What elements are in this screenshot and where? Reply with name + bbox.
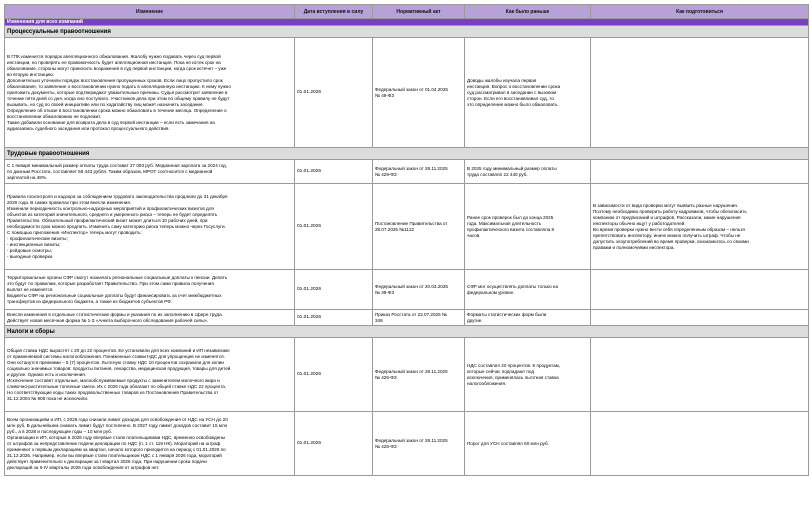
cell-change[interactable]: Территориальные органы СФР смогут назначать региональные социальные доплаты к пенсии. Делать это будут по правилам, которые разработает Правительство. При этом сами правила получения выплат не изменятся. Бюджеты СФР на региональные социальные доплаты будут финансировать за счет межбюджетных трансфертов из федерального бюджета, а также из бюджетов субъектов РФ.	[5, 270, 295, 310]
table-row	[5, 160, 809, 184]
table-row	[5, 270, 809, 310]
section-row	[5, 26, 809, 38]
cell-prepare[interactable]	[591, 412, 809, 476]
banner-row	[5, 19, 809, 26]
cell-date[interactable]: 01.01.2026	[295, 270, 373, 310]
header-before[interactable]: Как было раньше	[465, 5, 591, 19]
cell-prepare[interactable]	[591, 338, 809, 412]
table-row	[5, 412, 809, 476]
cell-change[interactable]: Внесли изменения в отдельные статистические формы и указания по их заполнению в сфере труда. Действует новая месячная форма № 1-З «Анкета выборочного обследования рабочей силы».	[5, 310, 295, 326]
header-row	[5, 5, 809, 19]
cell-act[interactable]: Приказ Росстата от 22.07.2025 № 348	[373, 310, 465, 326]
cell-change[interactable]: Общая ставка НДС вырастет с 20 до 22 процентов. Ее установили для всех компаний и ИП независимо от применяемой системы налогообложения. Пониженные ставки НДС для упрощенцев не изменятся. Они останутся прежними – 5 (7) процентов. Льготную ставку НДС 10 процентов сохранили для копии социально значимых товаров: продукты питания, лекарства, медицинская продукция, товары для детей и другие. Однако есть и исключения. Исключение составят отдельные, малообслуживаемые продукты с заменителем молочного жира и сливочно-растительные топленые смеси. Их с 2026 года облагают по общей ставке НДС 22 процента. Но соответствующие коды таких продовольственных товаров из Постановления Правительства от 31.12.2004 № 908 пока не исключили.	[5, 338, 295, 412]
header-act[interactable]: Нормативный акт	[373, 5, 465, 19]
cell-act[interactable]: Федеральный закон от 28.11.2025 № 425-ФЗ	[373, 338, 465, 412]
cell-date[interactable]: 01.01.2026	[295, 412, 373, 476]
section-title[interactable]: Процессуальные правоотношения	[5, 26, 809, 38]
section-title[interactable]: Трудовые правоотношения	[5, 148, 809, 160]
cell-date[interactable]: 01.01.2026	[295, 160, 373, 184]
table-row	[5, 38, 809, 148]
cell-act[interactable]: Постановление Правительства от 28.07.2025 №1122	[373, 184, 465, 270]
cell-change[interactable]: С 1 января минимальный размер оплаты труда составит 27 093 руб. Медианная зарплата за 2024 год, по данным Росстата, составляет 56 443 рубля. Таким образом, МРОТ соотносится с медианной зарплатой на 48%.	[5, 160, 295, 184]
cell-before[interactable]: Порог для УСН составлял 60 млн руб.	[465, 412, 591, 476]
header-date[interactable]: Дата вступления в силу	[295, 5, 373, 19]
section-row	[5, 148, 809, 160]
section-title[interactable]: Налоги и сборы	[5, 326, 809, 338]
header-prepare[interactable]: Как подготовиться	[591, 5, 809, 19]
cell-prepare[interactable]	[591, 310, 809, 326]
table-row	[5, 338, 809, 412]
table-row	[5, 184, 809, 270]
cell-prepare[interactable]	[591, 160, 809, 184]
cell-date[interactable]: 01.01.2026	[295, 38, 373, 148]
cell-change[interactable]: Правила госконтроля и надзора за соблюдением трудового законодательства продлили до 31 декабря 2026 года. В самих правилах при этом внесли изменения. Изменили периодичность контрольно-надзорных мероприятий и профилактических визитов для объектов из категорий значительного, среднего и умеренного риска – теперь ее будет определять Правительство. Обязательный профилактический визит может длиться 10 рабочих дней, при необходимости срок можно продлить. Изменить саму категорию риска теперь можно через Госуслуги. С помощью приложения «Инспектор» теперь могут проводить: - профилактические визиты; - инспекционные визиты; - рейдовые осмотры; - выездные проверки.	[5, 184, 295, 270]
cell-prepare[interactable]	[591, 270, 809, 310]
cell-before[interactable]: СФР мог осуществлять доплаты только на федеральном уровне.	[465, 270, 591, 310]
cell-act[interactable]: Федеральный закон от 28.11.2025 № 425-ФЗ	[373, 412, 465, 476]
cell-act[interactable]: Федеральный закон от 20.03.2025 № 39-ФЗ	[373, 270, 465, 310]
cell-act[interactable]: Федеральный закон от 01.04.2025 № 49-ФЗ	[373, 38, 465, 148]
cell-date[interactable]: 01.01.2026	[295, 184, 373, 270]
banner-cell[interactable]: Изменения для всех компаний	[5, 19, 809, 26]
table-row	[5, 310, 809, 326]
cell-date[interactable]: 01.01.2026	[295, 310, 373, 326]
cell-change[interactable]: Всем организациям и ИП, с 2026 года снизили лимит доходов для освобождения от НДС на УСН до 20 млн руб. В дальнейшем снижать лимит будут постепенно. В 2027 году лимит доходов составит 15 млн руб., а в 2028 и последующие годы – 10 млн руб. Организации и ИП, которые в 2026 году впервые стали плательщиками НДС, временно освобождены от штрафов за непредставление подачи декларации по НДС (п. 1 ст. 119 НК). Мораторий на штраф применяют к первым декларациям за квартал, начало которого приходится на период с 01.01.2026 по 31.12.2026. Например, если вы впервые стали плательщиком НДС с 1 января 2026 года, мораторий действует применительно к декларации за I квартал 2026 года. При нарушении срока подачи деклараций за II-IV кварталы 2025 года освобождения от штрафов нет.	[5, 412, 295, 476]
cell-date[interactable]: 01.01.2026	[295, 338, 373, 412]
spreadsheet	[4, 4, 808, 476]
cell-change[interactable]: В ГПК изменится порядок апелляционного обжалования. Жалобу нужно подавать через суд первой инстанции, но проверять ее правомочность будет апелляционная инстанция. Пока не истек срок на обжалование, стороны могут приносить возражения в суд первой инстанции, когда срок истечет – уже во вторую инстанцию. Дополнительно уточнили порядок восстановления пропущенных сроков. Если лицо пропустило срок обжалования, то заявление о восстановлении нужно подать в апелляционную инстанцию. К нему нужно приложить документы, которые подтверждают уважительные причины. Судья рассмотрит заявление в точение пяти дней со дня, когда оно поступило. Участников дела при этом по общему правилу не будут вызывать, но суд по своей инициативе или по ходатайству лиц может назначить заседание. Определение об отказе в восстановлении срока можно обжаловать в течение месяца. Определение о восстановлении обжалованию не подлежит. Также добавили основание для возврата дела в суд первой инстанции – если есть замечания на аудиозапись судебного заседания или протокол процессуального действия.	[5, 38, 295, 148]
cell-before[interactable]: Доводы жалобы изучала первая инстанция. Вопрос о восстановлении срока суд рассматривал в заседании с вызовом сторон. Если его восстанавливал суд, то это определение можно было обжаловать.	[465, 38, 591, 148]
cell-before[interactable]: Ранее срок проверок был до конца 2025 года. Максимальная длительность профилактического визита составляла 8 часов.	[465, 184, 591, 270]
cell-before[interactable]: В 2025 году минимальный размер оплаты труда составлял 22 440 руб.	[465, 160, 591, 184]
changes-table	[4, 4, 809, 476]
cell-prepare[interactable]	[591, 38, 809, 148]
cell-act[interactable]: Федеральный закон от 28.11.2025 № 429-ФЗ	[373, 160, 465, 184]
section-row	[5, 326, 809, 338]
cell-before[interactable]: Форматы статистических форм были другие.	[465, 310, 591, 326]
header-change[interactable]: Изменение	[5, 5, 295, 19]
cell-before[interactable]: НДС составлял 20 процентов. К продуктам, которые сейчас подпадают под исключения, применялась льготная ставка налогообложения.	[465, 338, 591, 412]
cell-prepare[interactable]: В зависимости от вида проверки могут выявить разные нарушения. Поэтому необходимо проверить работу кадровиков, чтобы обезопасить компанию от предписаний и штрафов. Рассказали, какие нарушения инспекторы обычно ищут у работодателей. Во время проверки нужно вести себя определенным образом – нельзя препятствовать инспектору, иначе можно получить штраф. Чтобы не допустить злоупотреблений во время проверки, ознакомьтесь со своими правами и полномочиями инспектора.	[591, 184, 809, 270]
